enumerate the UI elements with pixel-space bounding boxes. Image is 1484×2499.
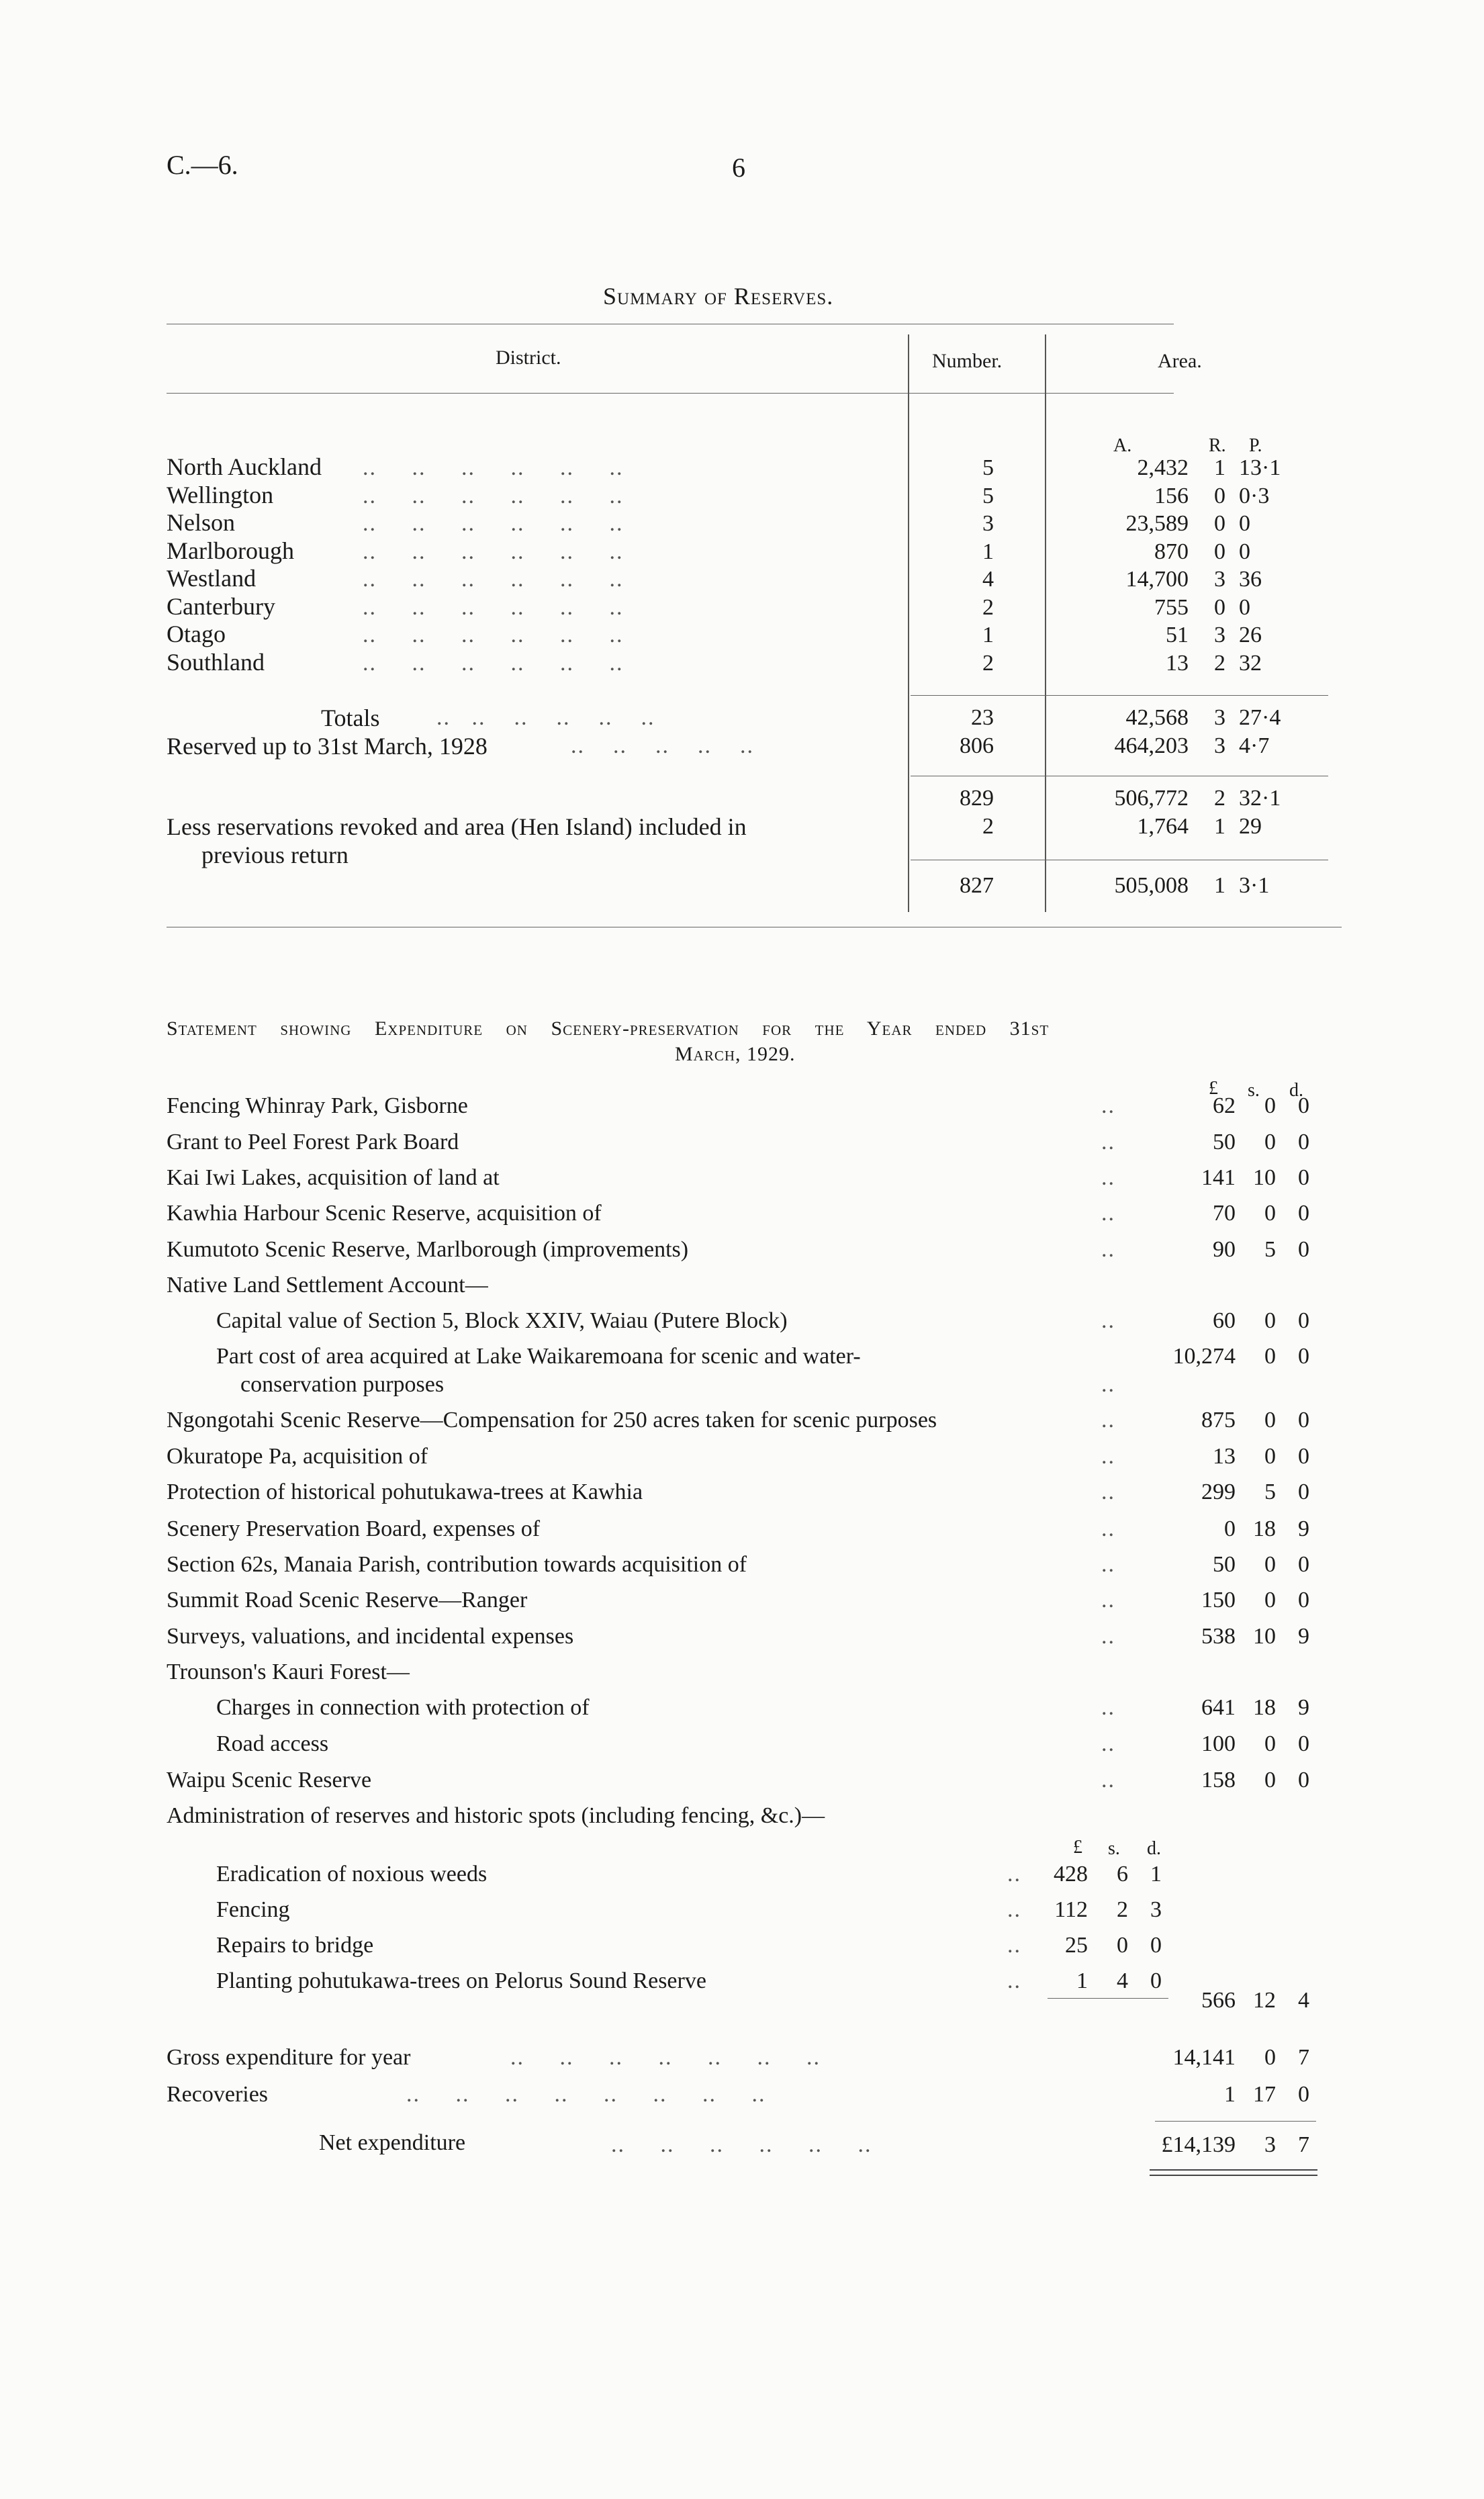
district-number: 4	[982, 567, 994, 592]
expenditure-pence: 9	[1298, 1516, 1309, 1541]
expenditure-label: Fencing Whinray Park, Gisborne	[167, 1093, 468, 1118]
expenditure-leader: ..	[1101, 1731, 1115, 1756]
col-number: Number.	[932, 350, 1003, 372]
district-area-a: 23,589	[1125, 511, 1189, 536]
expenditure-shillings: 5	[1264, 1480, 1276, 1504]
admin-item-pence: 3	[1150, 1897, 1162, 1922]
expenditure-shillings: 0	[1264, 1768, 1276, 1792]
less-label: Less reservations revoked and area (Hen Island) included in	[167, 813, 747, 840]
expenditure-label: Part cost of area acquired at Lake Waikaremoana for scenic and water-	[216, 1344, 861, 1369]
expenditure-pounds: 299	[1201, 1480, 1236, 1504]
expenditure-label: Ngongotahi Scenic Reserve—Compensation for 250 acres taken for scenic purposes	[167, 1408, 937, 1433]
expenditure-pounds: 90	[1213, 1237, 1236, 1262]
subtotal-r: 2	[1214, 786, 1225, 811]
district-area-a: 51	[1166, 623, 1189, 647]
expenditure-pence: 9	[1298, 1624, 1309, 1649]
expenditure-pence: 0	[1298, 1768, 1309, 1792]
net-label: Net expenditure	[319, 2130, 466, 2155]
recoveries-leader: .. .. .. .. .. .. .. ..	[406, 2082, 766, 2107]
district-area-r: 0	[1214, 539, 1225, 564]
district-area-a: 156	[1154, 483, 1189, 508]
expenditure-pounds: 875	[1201, 1408, 1236, 1433]
admin-item-label: Planting pohutukawa-trees on Pelorus Sound Reserve	[216, 1968, 706, 1993]
district-area-a: 870	[1154, 539, 1189, 564]
district-area-p: 0	[1239, 511, 1250, 536]
expenditure-label: Okuratope Pa, acquisition of	[167, 1444, 428, 1469]
final-r: 1	[1214, 873, 1225, 898]
district-area-r: 1	[1214, 455, 1225, 480]
expenditure-pence: 0	[1298, 1308, 1309, 1333]
expenditure-shillings: 0	[1264, 1588, 1276, 1612]
expenditure-leader: ..	[1101, 1588, 1115, 1612]
district-leader: .. .. .. .. .. ..	[363, 483, 624, 508]
admin-item-pounds: 1	[1076, 1968, 1088, 1993]
district-number: 1	[982, 623, 994, 647]
expenditure-pence: 0	[1298, 1165, 1309, 1190]
totals-a: 42,568	[1125, 705, 1189, 730]
reserved-a: 464,203	[1114, 733, 1189, 758]
expenditure-shillings: 10	[1253, 1165, 1276, 1190]
net-s: 3	[1264, 2132, 1276, 2157]
admin-item-label: Repairs to bridge	[216, 1933, 374, 1958]
expenditure-label: Native Land Settlement Account—	[167, 1273, 488, 1298]
district-name: Marlborough	[167, 537, 294, 564]
net-d: 7	[1298, 2132, 1309, 2157]
expenditure-leader: ..	[1101, 1201, 1115, 1226]
unit-p: P.	[1249, 435, 1262, 456]
district-leader: .. .. .. .. .. ..	[363, 455, 624, 480]
expenditure-pounds: 62	[1213, 1093, 1236, 1118]
expenditure-pounds: 641	[1201, 1695, 1236, 1720]
admin-item-pounds: 25	[1065, 1933, 1088, 1958]
recoveries-label: Recoveries	[167, 2082, 269, 2107]
final-number: 827	[960, 873, 994, 898]
expenditure-label: Kumutoto Scenic Reserve, Marlborough (improvements)	[167, 1237, 689, 1262]
col-district: District.	[496, 347, 561, 369]
reserved-leader: .. .. .. .. ..	[571, 733, 754, 758]
district-area-r: 3	[1214, 623, 1225, 647]
admin-item-shillings: 6	[1117, 1862, 1128, 1887]
gross-leader: .. .. .. .. .. .. ..	[510, 2045, 821, 2070]
expenditure-label: Administration of reserves and historic spots (including fencing, &c.)—	[167, 1803, 825, 1828]
admin-item-pounds: 428	[1054, 1862, 1088, 1887]
district-area-a: 14,700	[1125, 567, 1189, 592]
col-area: Area.	[1158, 350, 1202, 372]
district-name: Canterbury	[167, 592, 275, 620]
gross-d: 7	[1298, 2045, 1309, 2070]
expenditure-label: Waipu Scenic Reserve	[167, 1768, 372, 1792]
expenditure-pounds: 150	[1201, 1588, 1236, 1612]
district-leader: .. .. .. .. .. ..	[363, 511, 624, 536]
district-name: Otago	[167, 621, 226, 647]
district-area-r: 0	[1214, 483, 1225, 508]
statement-title-cont: March, 1929.	[675, 1043, 796, 1065]
admin-item-label: Fencing	[216, 1897, 290, 1922]
gross-s: 0	[1264, 2045, 1276, 2070]
unit-s: s.	[1248, 1080, 1260, 1101]
expenditure-label: Road access	[216, 1731, 329, 1756]
district-number: 2	[982, 650, 994, 676]
admin-item-pounds: 112	[1054, 1897, 1088, 1922]
district-area-p: 0	[1239, 594, 1250, 620]
expenditure-pence: 0	[1298, 1344, 1309, 1369]
expenditure-pounds: 0	[1224, 1516, 1236, 1541]
unit-r: R.	[1209, 435, 1226, 456]
district-name: Wellington	[167, 481, 274, 508]
net-leader: .. .. .. .. .. ..	[611, 2132, 872, 2157]
reserved-p: 4·7	[1239, 733, 1270, 758]
district-leader: .. .. .. .. .. ..	[363, 594, 624, 620]
expenditure-pounds: 13	[1213, 1444, 1236, 1469]
expenditure-pence: 0	[1298, 1588, 1309, 1612]
expenditure-shillings: 0	[1264, 1552, 1276, 1577]
expenditure-pounds: 70	[1213, 1201, 1236, 1226]
expenditure-label: Protection of historical pohutukawa-trees at Kawhia	[167, 1480, 643, 1504]
admin-item-leader: ..	[1007, 1862, 1021, 1887]
district-area-p: 32	[1239, 650, 1262, 676]
expenditure-shillings: 18	[1253, 1516, 1276, 1541]
expenditure-pence: 0	[1298, 1093, 1309, 1118]
expenditure-leader: ..	[1101, 1372, 1115, 1397]
expenditure-pence: 0	[1298, 1480, 1309, 1504]
recoveries-l: 1	[1224, 2082, 1236, 2107]
expenditure-pounds: 10,274	[1172, 1344, 1236, 1369]
expenditure-leader: ..	[1101, 1237, 1115, 1262]
final-a: 505,008	[1114, 873, 1189, 898]
expenditure-leader: ..	[1101, 1695, 1115, 1720]
admin-item-pence: 1	[1150, 1862, 1162, 1887]
expenditure-label: Kai Iwi Lakes, acquisition of land at	[167, 1165, 500, 1190]
expenditure-shillings: 0	[1264, 1408, 1276, 1433]
expenditure-leader: ..	[1101, 1165, 1115, 1190]
expenditure-label: Grant to Peel Forest Park Board	[167, 1130, 459, 1154]
unit-l: £	[1209, 1078, 1218, 1099]
expenditure-shillings: 0	[1264, 1344, 1276, 1369]
less-number: 2	[982, 814, 994, 839]
reserved-number: 806	[960, 733, 994, 758]
unit-a: A.	[1113, 435, 1132, 456]
district-name: Nelson	[167, 509, 235, 536]
statement-title: Statement showing Expenditure on Scenery-preservation for the Year ended 31st	[167, 1017, 1050, 1040]
recoveries-d: 0	[1298, 2082, 1309, 2107]
expenditure-pounds: 100	[1201, 1731, 1236, 1756]
district-area-r: 0	[1214, 594, 1225, 620]
expenditure-pence: 0	[1298, 1237, 1309, 1262]
expenditure-pence: 0	[1298, 1444, 1309, 1469]
district-area-r: 3	[1214, 567, 1225, 592]
district-area-a: 13	[1166, 650, 1189, 676]
net-l: £14,139	[1161, 2132, 1236, 2157]
expenditure-leader: ..	[1101, 1516, 1115, 1541]
district-leader: .. .. .. .. .. ..	[363, 650, 624, 676]
expenditure-shillings: 10	[1253, 1624, 1276, 1649]
reserved-r: 3	[1214, 733, 1225, 758]
admin-item-pence: 0	[1150, 1968, 1162, 1993]
totals-leader: .. .. .. .. .. ..	[436, 705, 655, 730]
district-number: 5	[982, 455, 994, 480]
expenditure-pence: 0	[1298, 1201, 1309, 1226]
expenditure-pounds: 50	[1213, 1552, 1236, 1577]
expenditure-shillings: 18	[1253, 1695, 1276, 1720]
district-leader: .. .. .. .. .. ..	[363, 623, 624, 647]
reserved-label: Reserved up to 31st March, 1928	[167, 733, 488, 760]
district-area-p: 26	[1239, 623, 1262, 647]
expenditure-leader: ..	[1101, 1480, 1115, 1504]
admin-item-shillings: 0	[1117, 1933, 1128, 1958]
net-double-rule	[1150, 2169, 1317, 2171]
admin-item-label: Eradication of noxious weeds	[216, 1862, 488, 1887]
admin-unit-d: d.	[1147, 1838, 1161, 1859]
expenditure-label: Section 62s, Manaia Parish, contribution towards acquisition of	[167, 1552, 747, 1577]
less-a: 1,764	[1137, 814, 1189, 839]
expenditure-shillings: 0	[1264, 1444, 1276, 1469]
expenditure-leader: ..	[1101, 1552, 1115, 1577]
admin-item-shillings: 2	[1117, 1897, 1128, 1922]
expenditure-shillings: 0	[1264, 1731, 1276, 1756]
district-number: 3	[982, 511, 994, 536]
admin-item-leader: ..	[1007, 1933, 1021, 1958]
totals-p: 27·4	[1239, 705, 1281, 730]
admin-unit-s: s.	[1108, 1838, 1120, 1859]
expenditure-pence: 0	[1298, 1130, 1309, 1154]
admin-item-shillings: 4	[1117, 1968, 1128, 1993]
district-area-r: 0	[1214, 511, 1225, 536]
admin-unit-l: £	[1073, 1837, 1082, 1858]
expenditure-pence: 0	[1298, 1731, 1309, 1756]
document-code: C.—6.	[167, 150, 238, 180]
district-area-p: 0	[1239, 539, 1250, 564]
expenditure-pence: 9	[1298, 1695, 1309, 1720]
district-name: North Auckland	[167, 453, 322, 480]
expenditure-label: Summit Road Scenic Reserve—Ranger	[167, 1588, 528, 1612]
district-number: 1	[982, 539, 994, 564]
admin-item-leader: ..	[1007, 1968, 1021, 1993]
district-name: Southland	[167, 648, 265, 676]
expenditure-leader: ..	[1101, 1444, 1115, 1469]
district-area-p: 13·1	[1239, 455, 1281, 480]
expenditure-label: Capital value of Section 5, Block XXIV, Waiau (Putere Block)	[216, 1308, 788, 1333]
expenditure-leader: ..	[1101, 1768, 1115, 1792]
subtotal-a: 506,772	[1114, 786, 1189, 811]
totals-number: 23	[971, 705, 994, 730]
admin-item-pence: 0	[1150, 1933, 1162, 1958]
admin-item-leader: ..	[1007, 1897, 1021, 1922]
gross-l: 14,141	[1172, 2045, 1236, 2070]
expenditure-shillings: 0	[1264, 1130, 1276, 1154]
unit-d: d.	[1289, 1080, 1303, 1101]
expenditure-pence: 0	[1298, 1552, 1309, 1577]
totals-label: Totals	[321, 705, 380, 731]
less-r: 1	[1214, 814, 1225, 839]
less-p: 29	[1239, 814, 1262, 839]
summary-title: Summary of Reserves.	[603, 283, 834, 310]
expenditure-shillings: 0	[1264, 1308, 1276, 1333]
expenditure-leader: ..	[1101, 1308, 1115, 1333]
totals-r: 3	[1214, 705, 1225, 730]
admin-total-d: 4	[1298, 1988, 1309, 2013]
page-number: 6	[732, 152, 745, 183]
district-area-p: 0·3	[1239, 483, 1270, 508]
expenditure-leader: ..	[1101, 1408, 1115, 1433]
expenditure-pounds: 141	[1201, 1165, 1236, 1190]
district-area-p: 36	[1239, 567, 1262, 592]
recoveries-s: 17	[1253, 2082, 1276, 2107]
less-label-cont: previous return	[201, 842, 349, 868]
district-name: Westland	[167, 565, 257, 592]
district-leader: .. .. .. .. .. ..	[363, 539, 624, 564]
district-area-a: 755	[1154, 594, 1189, 620]
expenditure-leader: ..	[1101, 1093, 1115, 1118]
expenditure-pounds: 158	[1201, 1768, 1236, 1792]
expenditure-label: Charges in connection with protection of	[216, 1695, 590, 1720]
expenditure-shillings: 0	[1264, 1201, 1276, 1226]
admin-total-l: 566	[1201, 1988, 1236, 2013]
district-number: 2	[982, 594, 994, 620]
district-area-a: 2,432	[1137, 455, 1189, 480]
subtotal-p: 32·1	[1239, 786, 1281, 811]
expenditure-pounds: 538	[1201, 1624, 1236, 1649]
expenditure-label: Scenery Preservation Board, expenses of	[167, 1516, 541, 1541]
expenditure-label-cont: conservation purposes	[240, 1372, 445, 1397]
expenditure-label: Kawhia Harbour Scenic Reserve, acquisition of	[167, 1201, 602, 1226]
final-p: 3·1	[1239, 873, 1270, 898]
district-leader: .. .. .. .. .. ..	[363, 567, 624, 592]
gross-label: Gross expenditure for year	[167, 2045, 411, 2070]
expenditure-shillings: 0	[1264, 1093, 1276, 1118]
district-number: 5	[982, 483, 994, 508]
expenditure-leader: ..	[1101, 1624, 1115, 1649]
expenditure-pence: 0	[1298, 1408, 1309, 1433]
expenditure-pounds: 60	[1213, 1308, 1236, 1333]
expenditure-label: Surveys, valuations, and incidental expenses	[167, 1624, 574, 1649]
expenditure-pounds: 50	[1213, 1130, 1236, 1154]
district-area-r: 2	[1214, 650, 1225, 676]
expenditure-label: Trounson's Kauri Forest—	[167, 1660, 410, 1684]
subtotal-number: 829	[960, 786, 994, 811]
admin-total-s: 12	[1253, 1988, 1276, 2013]
expenditure-leader: ..	[1101, 1130, 1115, 1154]
expenditure-shillings: 5	[1264, 1237, 1276, 1262]
